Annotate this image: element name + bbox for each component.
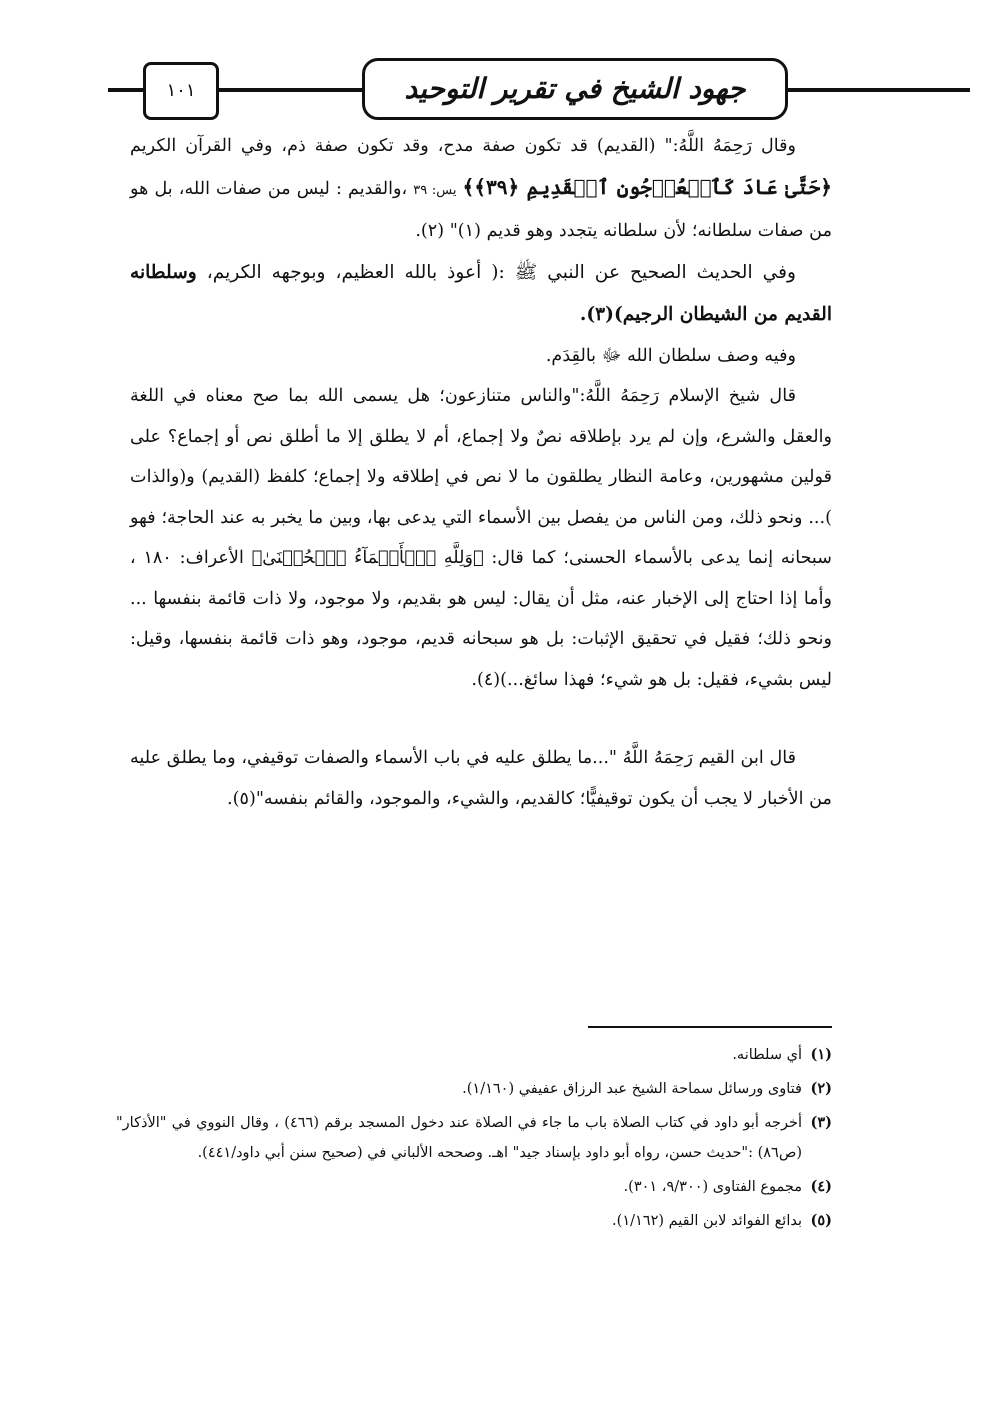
paragraph-1-line-1: وقال رَحِمَهُ اللَّهُ:" (القديم) قد تكون صفة مدح، وقد تكون صفة ذم، وفي القرآن الكريم <box>130 136 796 156</box>
quran-verse-1: ﴿حَتَّىٰ عَادَ كَٱلۡعُرۡجُونِ ٱلۡقَدِيمِ ﴿٣٩﴾﴾ <box>462 174 832 199</box>
footnote-2 <box>116 1074 832 1104</box>
verse-1-reference: يس: ٣٩ <box>413 182 457 198</box>
hadith-line-2: وسلطانه القديم من الشيطان الرجيم)(٣). <box>130 261 832 325</box>
paragraph-1 <box>130 126 832 252</box>
paragraph-3: وفيه وصف سلطان الله ﷻ بالقِدَم. <box>545 345 796 366</box>
hadith-line-1: وفي الحديث الصحيح عن النبي ﷺ :( أعوذ بالله العظيم، وبوجهه الكريم، <box>206 261 796 283</box>
footnote-number: (٢) <box>810 1080 832 1097</box>
paragraph-2 <box>130 252 832 336</box>
footnote-text: أخرجه أبو داود في كتاب الصلاة باب ما جاء في الصلاة عند دخول المسجد برقم (٤٦٦) ، وقال النووي في "الأذكار" (ص٨٦) :"حديث حسن، رواه أبو داود بإسناد جيد" اهـ. وصححه الألباني في (صحيح سنن أبي داود/٤٤١). <box>116 1115 802 1161</box>
footnote-1 <box>116 1040 832 1070</box>
book-title: جهود الشيخ في تقرير التوحيد <box>362 58 788 120</box>
footnotes <box>116 1040 832 1236</box>
main-text <box>130 126 832 819</box>
page-header <box>0 58 992 122</box>
page-number: ١٠١ <box>143 62 219 120</box>
footnote-number: (١) <box>810 1046 832 1063</box>
spacer <box>130 700 832 738</box>
footnote-text: مجموع الفتاوى (٩/٣٠٠، ٣٠١). <box>623 1179 802 1195</box>
footnote-number: (٥) <box>810 1212 832 1229</box>
footnote-number: (٤) <box>810 1178 832 1195</box>
footnote-3 <box>116 1108 832 1168</box>
paragraph-1-line-2: ،والقديم : ليس من صفات الله، بل هو من <box>130 178 832 241</box>
paragraph-1-line-3: صفات سلطانه؛ لأن سلطانه يتجدد وهو قديم (١)" (٢). <box>415 221 804 241</box>
footnote-text: فتاوى ورسائل سماحة الشيخ عبد الرزاق عفيفي (١/١٦٠). <box>462 1081 802 1097</box>
paragraph-5: قال ابن القيم رَحِمَهُ اللَّهُ "...ما يطلق عليه في باب الأسماء والصفات توقيفي، وما يطلق عليه من الأخبار لا يجب أن يكون توقيفيًّا؛ كالقديم، والشيء، والموجود، والقائم بنفسه"(٥). <box>130 748 832 809</box>
paragraph-4: قال شيخ الإسلام رَحِمَهُ اللَّهُ:"والناس متنازعون؛ هل يسمى الله بما صح معناه في اللغة والعقل والشرع، وإن لم يرد بإطلاقه نصٌ ولا إجماع، أم لا يطلق إلا ما أطلق نص أو إجماع؟ على قولين مشهورين، وعامة النظار يطلقون ما لا نص في إطلاقه ولا إجماع؛ كلفظ (القديم) و(والذات )... ونحو ذلك، ومن الناس من يفصل بين الأسماء التي يدعى بها، وبين ما يخبر به عند الحاجة؛ فهو سبحانه إنما يدعى بالأسماء الحسنى؛ كما قال: ﴿وَلِلَّهِ ٱلۡأَسۡمَآءُ ٱلۡحُسۡنَىٰ﴾ الأعراف: ١٨٠ ، وأما إذا احتاج إلى الإخبار عنه، مثل أن يقال: ليس هو بقديم، ولا موجود، ولا ذات قائمة بنفسها ... ونحو ذلك؛ فقيل في تحقيق الإثبات: بل هو سبحانه قديم، موجود، وهو ذات قائمة بنفسها، وقيل: ليس بشيء، فقيل: بل هو شيء؛ فهذا سائغ...)(٤). <box>130 386 832 690</box>
footnote-number: (٣) <box>810 1114 832 1131</box>
footnote-text: بدائع الفوائد لابن القيم (١/١٦٢). <box>612 1213 802 1229</box>
footnote-4 <box>116 1172 832 1202</box>
footnote-text: أي سلطانه. <box>732 1047 802 1063</box>
footnote-separator <box>588 1026 832 1028</box>
footnote-5 <box>116 1206 832 1236</box>
